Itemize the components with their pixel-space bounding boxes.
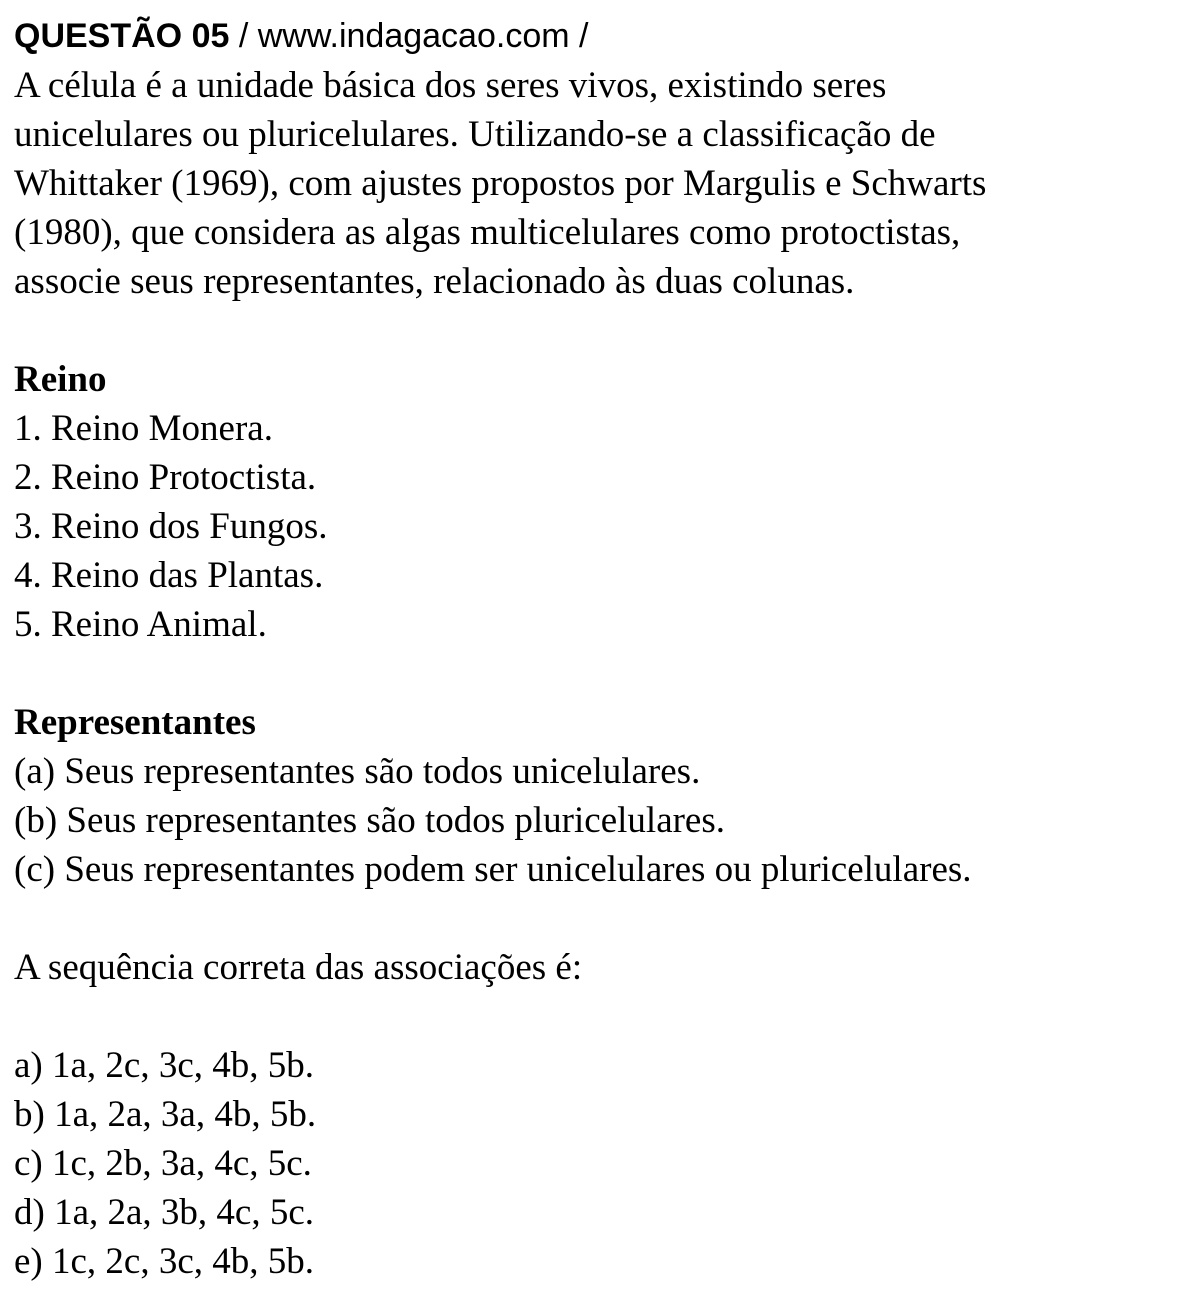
representante-item: (a) Seus representantes são todos unicelulares. xyxy=(14,751,701,792)
question-document xyxy=(14,12,1189,1286)
answer-option-d[interactable]: d) 1a, 2a, 3b, 4c, 5c. xyxy=(14,1192,315,1233)
statement-line: Whittaker (1969), com ajustes propostos por Margulis e Schwarts xyxy=(14,163,987,204)
representante-item: (c) Seus representantes podem ser unicelulares ou pluricelulares. xyxy=(14,849,972,890)
spacer xyxy=(14,894,1189,943)
statement-line: A célula é a unidade básica dos seres vivos, existindo seres xyxy=(14,65,887,106)
reino-item: 3. Reino dos Fungos. xyxy=(14,506,328,547)
representante-item: (b) Seus representantes são todos pluricelulares. xyxy=(14,800,726,841)
reino-item: 1. Reino Monera. xyxy=(14,408,273,449)
reino-item: 2. Reino Protoctista. xyxy=(14,457,317,498)
question-source: / www.indagacao.com / xyxy=(229,17,589,55)
question-statement xyxy=(14,61,1189,306)
question-label: QUESTÃO 05 xyxy=(14,17,230,55)
answer-option-c[interactable]: c) 1c, 2b, 3a, 4c, 5c. xyxy=(14,1143,312,1184)
reino-item: 4. Reino das Plantas. xyxy=(14,555,324,596)
question-prompt: A sequência correta das associações é: xyxy=(14,947,583,988)
representantes-title: Representantes xyxy=(14,702,256,743)
spacer xyxy=(14,992,1189,1041)
statement-line: associe seus representantes, relacionado às duas colunas. xyxy=(14,261,855,302)
reino-title: Reino xyxy=(14,359,107,400)
answer-options xyxy=(14,1041,1189,1286)
question-header xyxy=(14,12,1189,61)
spacer xyxy=(14,306,1189,355)
statement-line: (1980), que considera as algas multicelulares como protoctistas, xyxy=(14,212,961,253)
spacer xyxy=(14,649,1189,698)
reino-column xyxy=(14,355,1189,649)
answer-option-b[interactable]: b) 1a, 2a, 3a, 4b, 5b. xyxy=(14,1094,317,1135)
representantes-column xyxy=(14,698,1189,894)
answer-option-a[interactable]: a) 1a, 2c, 3c, 4b, 5b. xyxy=(14,1045,315,1086)
statement-line: unicelulares ou pluricelulares. Utilizando-se a classificação de xyxy=(14,114,936,155)
reino-item: 5. Reino Animal. xyxy=(14,604,267,645)
answer-option-e[interactable]: e) 1c, 2c, 3c, 4b, 5b. xyxy=(14,1241,315,1282)
